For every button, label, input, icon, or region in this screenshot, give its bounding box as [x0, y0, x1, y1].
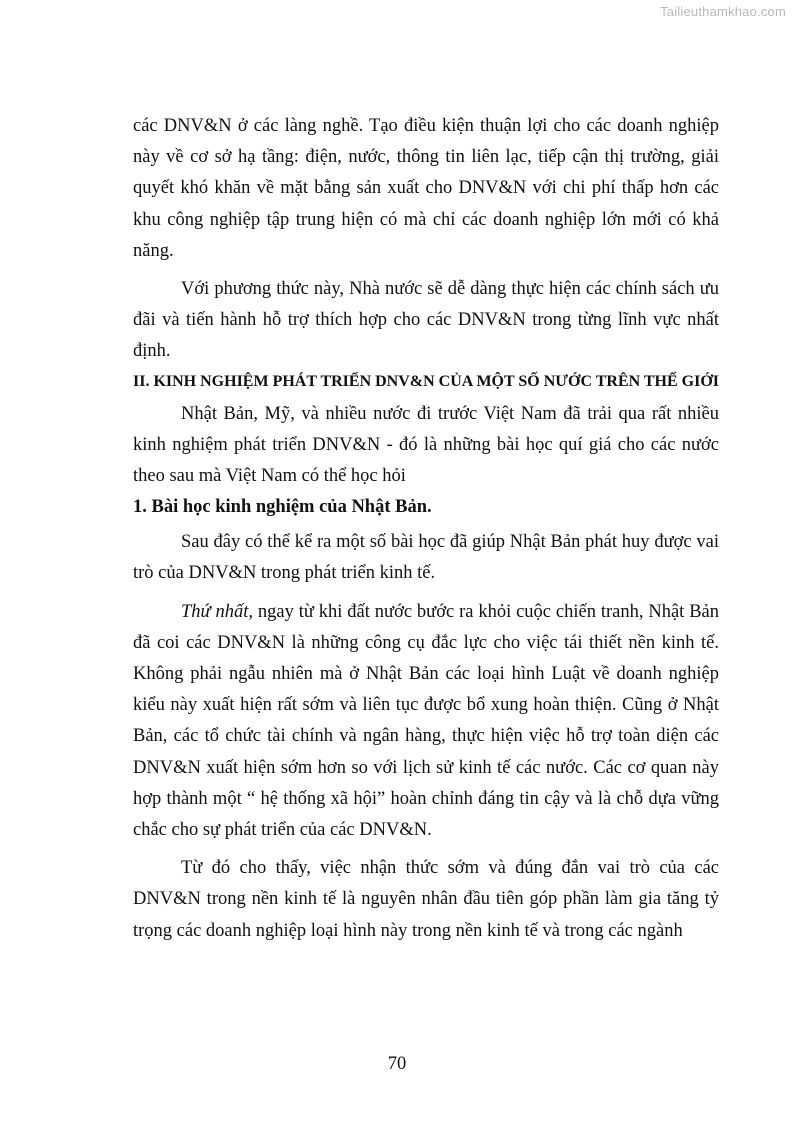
paragraph-first-lesson [133, 597, 719, 847]
paragraph-conclusion: Từ đó cho thấy, việc nhận thức sớm và đúng đắn vai trò của các DNV&N trong nền kinh tế là nguyên nhân đầu tiên góp phần làm gia tăng tỷ trọng các doanh nghiệp loại hình này trong nền kinh tế và trong các ngành [133, 858, 719, 941]
paragraph-lessons: Sau đây có thể kể ra một số bài học đã giúp Nhật Bản phát huy được vai trò của DNV&N trong phát triển kinh tế. [133, 532, 719, 584]
document-body [133, 111, 719, 947]
subsection-heading: 1. Bài học kinh nghiệm của Nhật Bản. [133, 497, 432, 518]
watermark: Tailieuthamkhao.com [660, 4, 786, 19]
first-lesson-lead: Thứ nhất, [181, 601, 254, 622]
paragraph-policy: Với phương thức này, Nhà nước sẽ dễ dàng thực hiện các chính sách ưu đãi và tiến hành hỗ trợ thích hợp cho các DNV&N trong từng lĩnh vực nhất định. [133, 279, 719, 362]
paragraph-intro-continuation: các DNV&N ở các làng nghề. Tạo điều kiện thuận lợi cho các doanh nghiệp này về cơ sở hạ tầng: điện, nước, thông tin liên lạc, tiếp cận thị trường, giải quyết khó khăn về mặt bằng sản xuất cho DNV&N với chi phí thấp hơn các khu công nghiệp tập trung hiện có mà chỉ các doanh nghiệp lớn mới có khả năng. [133, 116, 719, 261]
paragraph-experience: Nhật Bản, Mỹ, và nhiều nước đi trước Việt Nam đã trải qua rất nhiều kinh nghiệm phát triển DNV&N - đó là những bài học quí giá cho các nước theo sau mà Việt Nam có thể học hỏi [133, 403, 719, 487]
section-heading: II. KINH NGHIỆM PHÁT TRIỂN DNV&N CỦA MỘT SỐ NƯỚC TRÊN THẾ GIỚI [133, 372, 720, 390]
first-lesson-body: ngay từ khi đất nước bước ra khỏi cuộc chiến tranh, Nhật Bản đã coi các DNV&N là những công cụ đắc lực cho việc tái thiết nền kinh tế. Không phải ngẫu nhiên mà ở Nhật Bản các loại hình Luật về doanh nghiệp kiểu này xuất hiện rất sớm và liên tục được bổ xung hoàn thiện. Cũng ở Nhật Bản, các tổ chức tài chính và ngân hàng, thực hiện việc hỗ trợ toàn diện các DNV&N xuất hiện sớm hơn so với lịch sử kinh tế các nước. Các cơ quan này hợp thành một “ hệ thống xã hội” hoàn chỉnh đáng tin cậy và là chỗ dựa vững chắc cho sự phát triển của các DNV&N. [133, 601, 719, 841]
page-number: 70 [387, 1054, 407, 1074]
